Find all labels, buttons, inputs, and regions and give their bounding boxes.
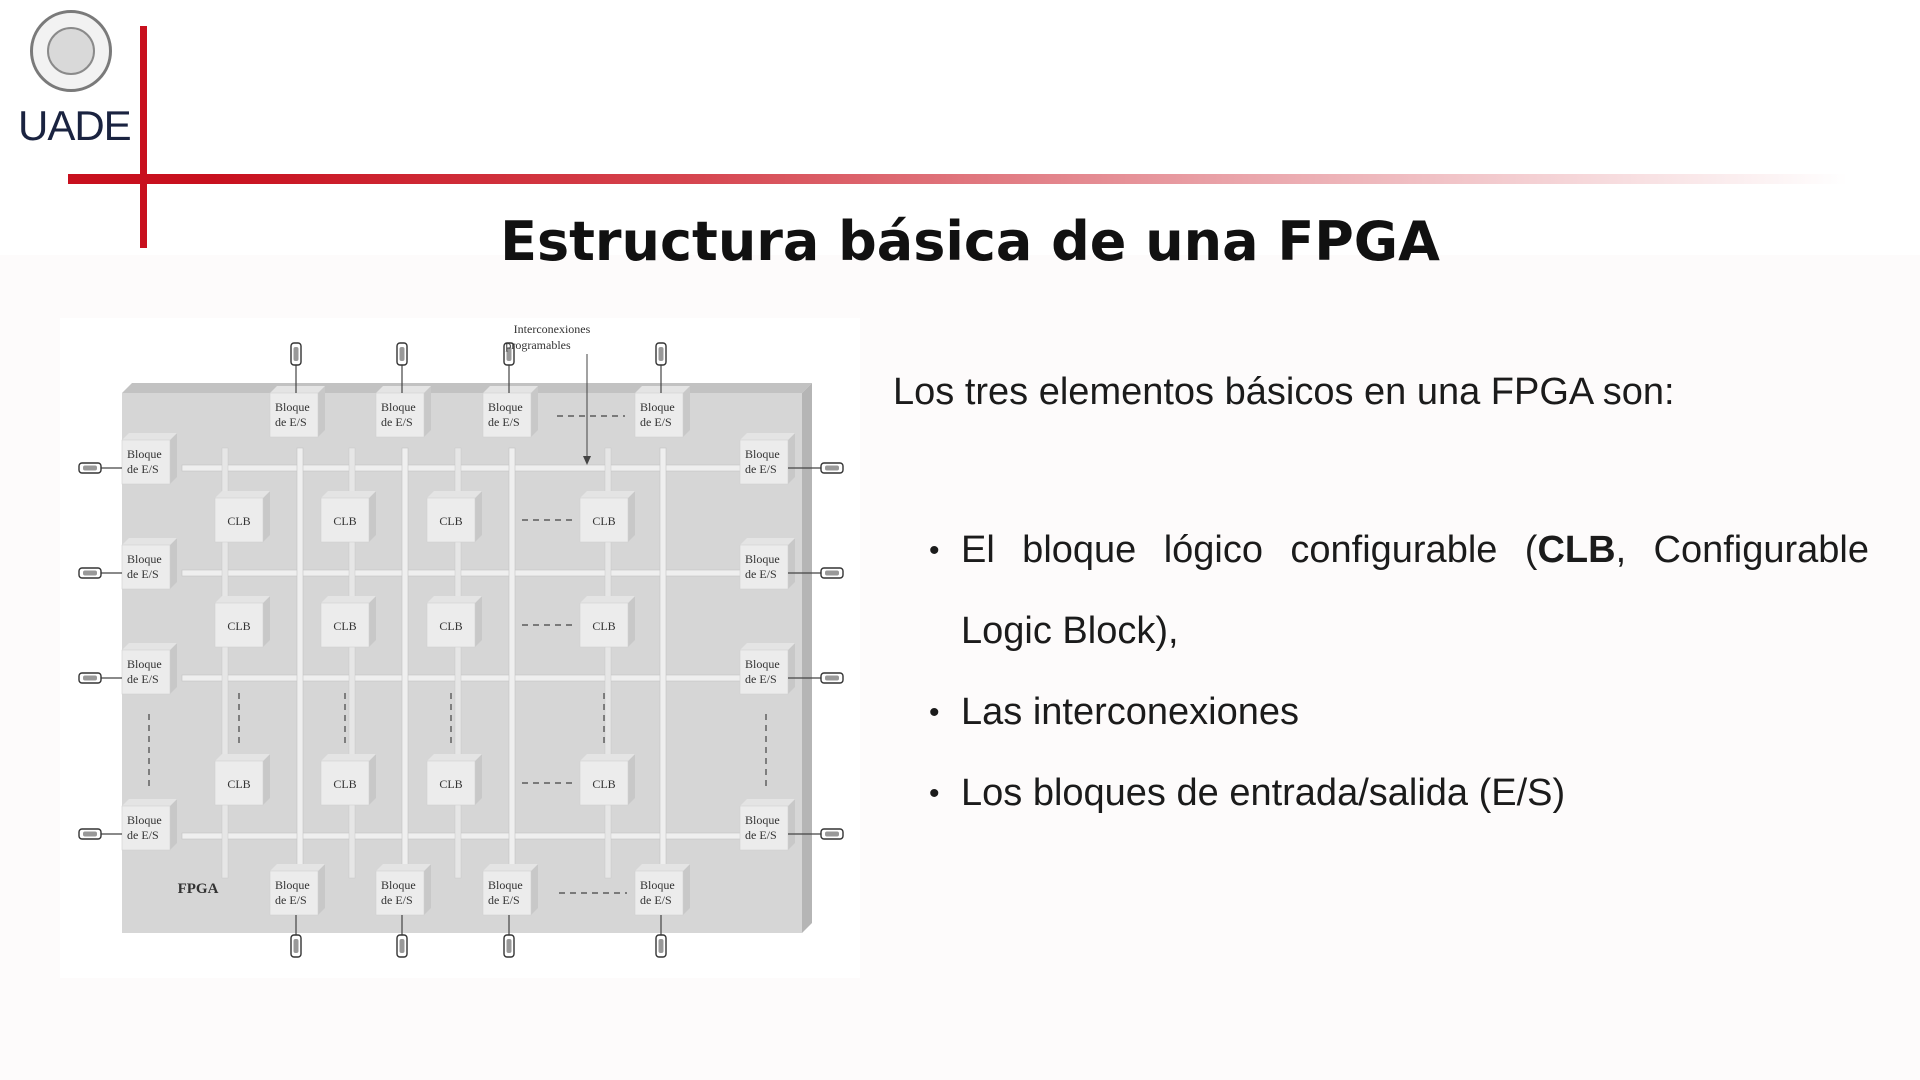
io-block-right-0-side [788, 433, 795, 484]
io-block-top-3-label-2: de E/S [640, 415, 672, 429]
bullet-item-interconnections [929, 672, 1869, 753]
io-block-bottom-0-label-1: Bloque [275, 878, 310, 892]
bullet-icon: • [929, 696, 940, 729]
io-block-left-1-top [122, 538, 177, 545]
intro-text: Los tres elementos básicos en una FPGA son: [893, 371, 1675, 413]
clb-1-2-label: CLB [439, 619, 463, 633]
slide-title: Estructura básica de una FPGA [500, 210, 1440, 273]
clb-1-1-top [321, 596, 376, 603]
clb-2-0-top [215, 754, 270, 761]
clb-0-2-label: CLB [439, 514, 463, 528]
clb-1-2-top [427, 596, 482, 603]
io-block-left-2-top [122, 643, 177, 650]
clb-0-2-side [475, 491, 482, 542]
io-block-bottom-0-side [318, 864, 325, 915]
board-top-face [122, 383, 812, 393]
clb-0-0-side [263, 491, 270, 542]
interconnect-label-1: Interconexiones [513, 322, 591, 336]
io-pin-right-0-core [825, 466, 839, 471]
io-pin-top-3-core [659, 347, 664, 361]
clb-0-0-label: CLB [227, 514, 251, 528]
io-block-left-1-label-1: Bloque [127, 552, 162, 566]
clb-0-1-label: CLB [333, 514, 357, 528]
clb-0-2-top [427, 491, 482, 498]
clb-1-3-side [628, 596, 635, 647]
io-block-top-0-top [270, 386, 325, 393]
clb-0-1-top [321, 491, 376, 498]
io-pin-left-3-core [83, 832, 97, 837]
bullet-clb-bold: CLB [1537, 529, 1616, 571]
clb-1-0-side [263, 596, 270, 647]
io-pin-bottom-2-core [507, 939, 512, 953]
io-block-bottom-1-label-1: Bloque [381, 878, 416, 892]
bullet-icon: • [929, 777, 940, 810]
clb-2-1-top [321, 754, 376, 761]
io-pin-right-1-core [825, 571, 839, 576]
io-block-left-0-side [170, 433, 177, 484]
io-block-left-1-side [170, 538, 177, 589]
io-block-left-3-label-1: Bloque [127, 813, 162, 827]
io-block-top-0-label-1: Bloque [275, 400, 310, 414]
clb-2-0-side [263, 754, 270, 805]
clb-2-0-label: CLB [227, 777, 251, 791]
io-pin-right-3-core [825, 832, 839, 837]
io-block-top-1-top [376, 386, 431, 393]
vertical-routing-channel-0 [297, 448, 303, 878]
io-block-top-0-label-2: de E/S [275, 415, 307, 429]
vertical-routing-channel-1 [402, 448, 408, 878]
io-block-right-1-side [788, 538, 795, 589]
text-panel [893, 370, 1893, 814]
io-block-bottom-1-side [424, 864, 431, 915]
io-block-right-1-label-1: Bloque [745, 552, 780, 566]
io-block-top-2-label-2: de E/S [488, 415, 520, 429]
clb-2-2-side [475, 754, 482, 805]
bullet-item-clb [929, 510, 1869, 672]
io-pin-bottom-1-core [400, 939, 405, 953]
io-block-bottom-2-top [483, 864, 538, 871]
io-block-left-0-top [122, 433, 177, 440]
io-block-right-2-side [788, 643, 795, 694]
logo-text: UADE [18, 102, 131, 149]
io-block-right-0-top [740, 433, 795, 440]
io-block-top-2-top [483, 386, 538, 393]
io-pin-left-1-core [83, 571, 97, 576]
io-block-bottom-2-side [531, 864, 538, 915]
horizontal-routing-channel-3 [182, 833, 742, 839]
io-block-bottom-3-side [683, 864, 690, 915]
io-block-bottom-0-label-2: de E/S [275, 893, 307, 907]
fpga-diagram [60, 318, 860, 978]
io-block-right-0-label-2: de E/S [745, 462, 777, 476]
clb-1-2-side [475, 596, 482, 647]
bullet-list [929, 510, 1869, 834]
bullet-clb-post: , Configurable Logic Block), [961, 529, 1870, 652]
fpga-label: FPGA [177, 881, 219, 897]
clb-2-3-side [628, 754, 635, 805]
io-block-right-2-top [740, 643, 795, 650]
io-block-bottom-0-top [270, 864, 325, 871]
fpga-structure-diagram [60, 318, 860, 978]
io-block-top-2-side [531, 386, 538, 437]
io-block-bottom-3-label-1: Bloque [640, 878, 675, 892]
io-block-left-2-side [170, 643, 177, 694]
io-block-left-0-label-2: de E/S [127, 462, 159, 476]
clb-2-3-label: CLB [592, 777, 616, 791]
io-pin-top-1-core [400, 347, 405, 361]
clb-0-1-side [369, 491, 376, 542]
clb-0-3-top [580, 491, 635, 498]
io-pin-bottom-3-core [659, 939, 664, 953]
clb-0-3-side [628, 491, 635, 542]
io-block-right-1-label-2: de E/S [745, 567, 777, 581]
vertical-routing-channel-2 [509, 448, 515, 878]
horizontal-routing-channel-0 [182, 465, 742, 471]
io-block-right-3-label-2: de E/S [745, 828, 777, 842]
io-block-bottom-2-label-2: de E/S [488, 893, 520, 907]
io-block-top-2-label-1: Bloque [488, 400, 523, 414]
horizontal-routing-channel-2 [182, 675, 742, 681]
io-block-bottom-3-label-2: de E/S [640, 893, 672, 907]
io-block-right-2-label-1: Bloque [745, 657, 780, 671]
uade-logo [18, 10, 131, 149]
io-block-left-3-label-2: de E/S [127, 828, 159, 842]
interconnect-label-2: programables [505, 338, 571, 352]
clb-1-3-label: CLB [592, 619, 616, 633]
io-block-bottom-3-top [635, 864, 690, 871]
clb-1-1-side [369, 596, 376, 647]
io-block-top-1-side [424, 386, 431, 437]
clb-0-0-top [215, 491, 270, 498]
clb-0-3-label: CLB [592, 514, 616, 528]
bullet-interconnections-text: Las interconexiones [961, 691, 1299, 733]
clb-2-1-label: CLB [333, 777, 357, 791]
io-block-left-0-label-1: Bloque [127, 447, 162, 461]
io-block-bottom-2-label-1: Bloque [488, 878, 523, 892]
bullet-item-io-blocks [929, 753, 1869, 834]
vertical-routing-channel-3 [660, 448, 666, 878]
clb-1-3-top [580, 596, 635, 603]
clb-2-3-top [580, 754, 635, 761]
io-block-bottom-1-label-2: de E/S [381, 893, 413, 907]
horizontal-routing-channel-1 [182, 570, 742, 576]
io-block-right-3-top [740, 799, 795, 806]
io-block-top-3-side [683, 386, 690, 437]
red-accent-horizontal-line [68, 174, 1848, 184]
clb-1-0-top [215, 596, 270, 603]
io-block-right-2-label-2: de E/S [745, 672, 777, 686]
bullet-clb-pre: El bloque lógico configurable ( [961, 529, 1538, 571]
io-block-right-3-label-1: Bloque [745, 813, 780, 827]
io-block-top-0-side [318, 386, 325, 437]
io-pin-left-0-core [83, 466, 97, 471]
clb-1-1-label: CLB [333, 619, 357, 633]
clb-1-0-label: CLB [227, 619, 251, 633]
io-pin-right-2-core [825, 676, 839, 681]
io-pin-bottom-0-core [294, 939, 299, 953]
io-block-left-3-top [122, 799, 177, 806]
bullet-io-blocks-text: Los bloques de entrada/salida (E/S) [961, 772, 1566, 814]
io-block-left-3-side [170, 799, 177, 850]
io-block-right-0-label-1: Bloque [745, 447, 780, 461]
bullet-icon: • [929, 534, 940, 567]
clb-2-1-side [369, 754, 376, 805]
io-block-top-1-label-1: Bloque [381, 400, 416, 414]
io-block-bottom-1-top [376, 864, 431, 871]
io-block-top-3-top [635, 386, 690, 393]
io-block-left-2-label-1: Bloque [127, 657, 162, 671]
io-block-top-1-label-2: de E/S [381, 415, 413, 429]
io-block-right-1-top [740, 538, 795, 545]
io-pin-top-0-core [294, 347, 299, 361]
board-side-face [802, 383, 812, 933]
clb-2-2-label: CLB [439, 777, 463, 791]
io-pin-left-2-core [83, 676, 97, 681]
clb-2-2-top [427, 754, 482, 761]
io-block-top-3-label-1: Bloque [640, 400, 675, 414]
io-block-right-3-side [788, 799, 795, 850]
university-seal-icon [30, 10, 112, 92]
io-block-left-1-label-2: de E/S [127, 567, 159, 581]
io-block-left-2-label-2: de E/S [127, 672, 159, 686]
